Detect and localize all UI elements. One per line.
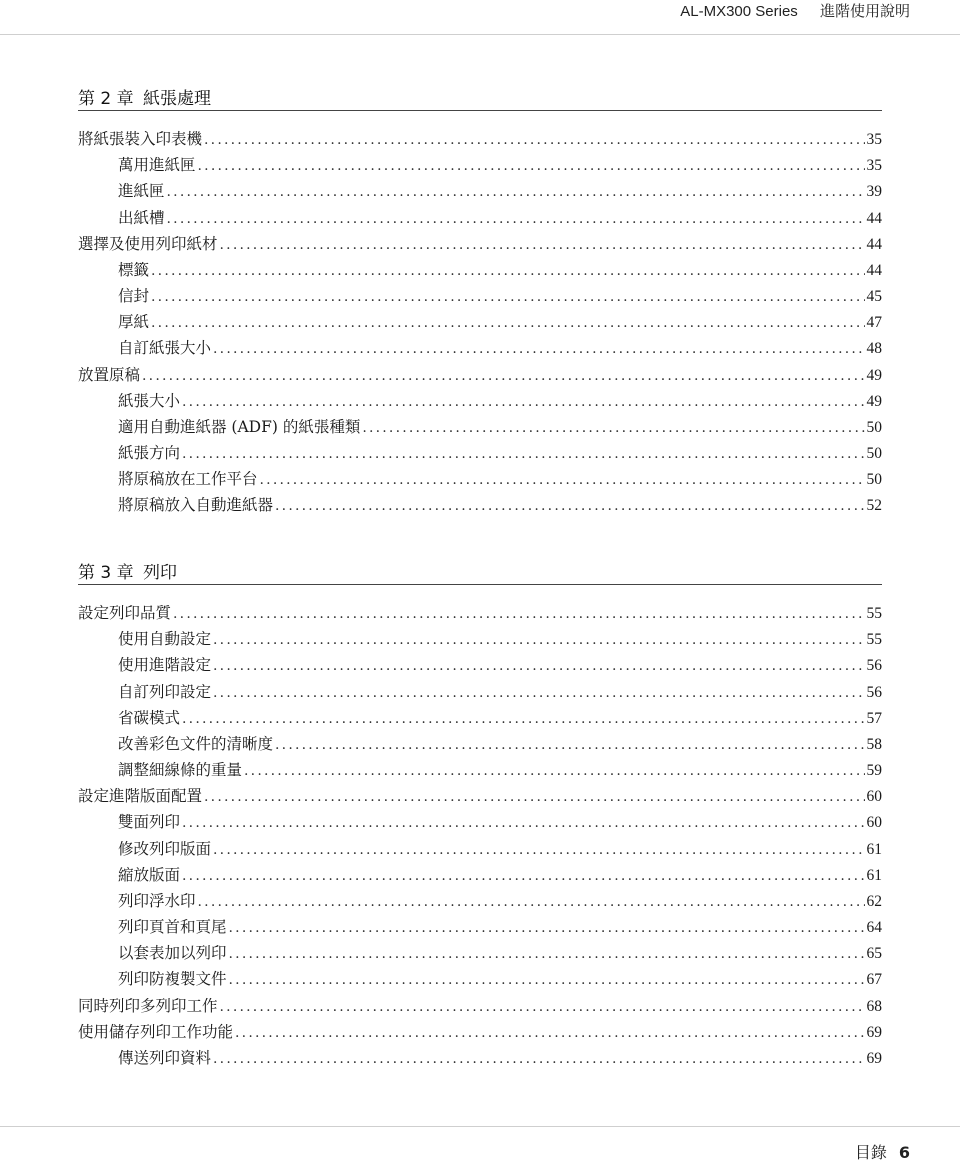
toc-entry[interactable] <box>78 388 882 414</box>
chapter-3-toc <box>78 600 882 1071</box>
toc-entry-page: 44 <box>866 261 882 279</box>
toc-entry-page: 35 <box>866 157 882 175</box>
toc-entry-label: 將原稿放入自動進紙器 <box>118 496 274 515</box>
toc-entry-page: 64 <box>866 919 882 937</box>
toc-entry-page: 61 <box>866 866 882 884</box>
dot-leader <box>198 153 865 179</box>
toc-entry-label: 進紙匣 <box>118 182 165 201</box>
toc-entry[interactable] <box>78 152 882 178</box>
footer-divider <box>0 1126 960 1127</box>
toc-entry[interactable] <box>78 940 882 966</box>
toc-entry-page: 55 <box>866 631 882 649</box>
dot-leader <box>182 810 864 836</box>
product-name: AL-MX300 Series <box>680 3 798 20</box>
chapter-2-toc <box>78 126 882 519</box>
dot-leader <box>213 336 864 362</box>
toc-entry-label: 設定進階版面配置 <box>78 787 203 806</box>
toc-entry[interactable] <box>78 600 882 626</box>
dot-leader <box>229 967 865 993</box>
chapter-title: 紙張處理 <box>143 89 212 109</box>
toc-entry[interactable] <box>78 178 882 204</box>
toc-entry-label: 適用自動進紙器 (ADF) 的紙張種類 <box>118 417 361 436</box>
toc-entry[interactable] <box>78 966 882 992</box>
toc-entry-label: 自訂紙張大小 <box>118 339 212 358</box>
dot-leader <box>229 941 865 967</box>
toc-entry-label: 縮放版面 <box>118 865 181 884</box>
toc-entry[interactable] <box>78 862 882 888</box>
guide-title: 進階使用說明 <box>819 3 910 20</box>
toc-entry-page: 50 <box>866 418 882 436</box>
dot-leader <box>260 467 865 493</box>
toc-entry[interactable] <box>78 705 882 731</box>
toc-entry-page: 60 <box>866 814 882 832</box>
toc-entry-label: 列印浮水印 <box>118 891 196 910</box>
dot-leader <box>182 706 864 732</box>
toc-entry-label: 使用進階設定 <box>118 656 212 675</box>
toc-entry-label: 雙面列印 <box>118 813 181 832</box>
dot-leader <box>182 441 864 467</box>
toc-entry[interactable] <box>78 626 882 652</box>
toc-entry-label: 紙張方向 <box>118 444 181 463</box>
footer-section: 目錄 <box>854 1143 887 1162</box>
dot-leader <box>167 179 865 205</box>
toc-entry-label: 修改列印版面 <box>118 839 212 858</box>
toc-entry-page: 59 <box>866 762 882 780</box>
toc-entry-label: 列印防複製文件 <box>118 970 227 989</box>
toc-entry-label: 信封 <box>118 287 150 306</box>
dot-leader <box>213 653 864 679</box>
toc-entry[interactable] <box>78 679 882 705</box>
chapter-number: 第 3 章 <box>78 563 134 583</box>
dot-leader <box>220 994 865 1020</box>
toc-entry[interactable] <box>78 836 882 862</box>
toc-entry-page: 62 <box>866 892 882 910</box>
toc-entry-label: 出紙槽 <box>118 208 165 227</box>
toc-entry-page: 55 <box>866 605 882 622</box>
toc-entry[interactable] <box>78 466 882 492</box>
chapter-number: 第 2 章 <box>78 89 134 109</box>
toc-entry-page: 44 <box>866 235 882 253</box>
toc-entry[interactable] <box>78 1019 882 1045</box>
toc-entry-page: 47 <box>866 314 882 332</box>
toc-entry[interactable] <box>78 757 882 783</box>
dot-leader <box>213 680 864 706</box>
toc-entry-label: 使用儲存列印工作功能 <box>78 1022 234 1041</box>
dot-leader <box>229 915 865 941</box>
toc-entry-page: 65 <box>866 945 882 963</box>
toc-entry-label: 厚紙 <box>118 313 150 332</box>
toc-entry-label: 放置原稿 <box>78 365 141 384</box>
toc-entry-page: 50 <box>866 445 882 463</box>
toc-entry[interactable] <box>78 440 882 466</box>
dot-leader <box>235 1020 864 1046</box>
toc-entry-page: 67 <box>866 971 882 989</box>
toc-entry-label: 自訂列印設定 <box>118 682 212 701</box>
toc-entry-page: 69 <box>866 1023 882 1041</box>
dot-leader <box>198 889 865 915</box>
toc-entry-page: 39 <box>866 183 882 201</box>
dot-leader <box>213 1046 864 1072</box>
toc-entry-label: 選擇及使用列印紙材 <box>78 234 218 253</box>
page-number: 6 <box>898 1143 910 1162</box>
toc-entry-page: 68 <box>866 997 882 1015</box>
dot-leader <box>167 206 865 232</box>
toc-entry[interactable] <box>78 993 882 1019</box>
toc-entry[interactable] <box>78 914 882 940</box>
toc-entry[interactable] <box>78 257 882 283</box>
toc-entry[interactable] <box>78 309 882 335</box>
toc-entry-page: 48 <box>866 340 882 358</box>
chapter-2-heading <box>78 84 882 111</box>
toc-entry-label: 同時列印多列印工作 <box>78 996 218 1015</box>
toc-entry[interactable] <box>78 809 882 835</box>
toc-entry-label: 將原稿放在工作平台 <box>118 470 258 489</box>
dot-leader <box>182 863 864 889</box>
toc-entry-page: 35 <box>866 131 882 148</box>
dot-leader <box>213 627 864 653</box>
toc-entry[interactable] <box>78 126 882 152</box>
toc-entry-label: 調整細線條的重量 <box>118 761 243 780</box>
toc-entry-page: 44 <box>866 209 882 227</box>
toc-entry-page: 49 <box>866 392 882 410</box>
toc-entry-label: 列印頁首和頁尾 <box>118 918 227 937</box>
page-footer <box>855 1140 910 1163</box>
toc-entry-label: 改善彩色文件的清晰度 <box>118 734 274 753</box>
toc-entry-label: 設定列印品質 <box>78 604 172 622</box>
toc-entry-label: 省碳模式 <box>118 708 181 727</box>
header-divider <box>0 34 960 35</box>
toc-entry[interactable] <box>78 231 882 257</box>
toc-entry-label: 萬用進紙匣 <box>118 156 196 175</box>
toc-entry-page: 57 <box>866 709 882 727</box>
toc-entry-page: 60 <box>866 788 882 806</box>
toc-entry-page: 50 <box>866 471 882 489</box>
toc-entry-label: 將紙張裝入印表機 <box>78 130 203 148</box>
toc-entry-page: 56 <box>866 683 882 701</box>
dot-leader <box>204 784 864 810</box>
dot-leader <box>362 415 864 441</box>
toc-entry[interactable] <box>78 652 882 678</box>
toc-entry-label: 標籤 <box>118 260 150 279</box>
dot-leader <box>275 732 864 758</box>
dot-leader <box>151 258 864 284</box>
chapter-3-heading <box>78 558 882 585</box>
dot-leader <box>182 389 864 415</box>
toc-entry[interactable] <box>78 283 882 309</box>
dot-leader <box>244 758 864 784</box>
dot-leader <box>142 363 864 389</box>
chapter-title: 列印 <box>143 563 178 583</box>
dot-leader <box>151 284 864 310</box>
toc-entry[interactable] <box>78 414 882 440</box>
toc-entry[interactable] <box>78 888 882 914</box>
toc-entry[interactable] <box>78 335 882 361</box>
dot-leader <box>213 837 864 863</box>
page-header <box>662 0 910 21</box>
toc-entry-label: 傳送列印資料 <box>118 1048 212 1067</box>
toc-entry[interactable] <box>78 492 882 518</box>
dot-leader <box>173 601 864 627</box>
toc-entry[interactable] <box>78 731 882 757</box>
toc-entry[interactable] <box>78 205 882 231</box>
toc-entry-page: 49 <box>866 366 882 384</box>
toc-entry[interactable] <box>78 1045 882 1071</box>
toc-entry-page: 45 <box>866 288 882 306</box>
dot-leader <box>220 232 865 258</box>
toc-entry-label: 紙張大小 <box>118 391 181 410</box>
toc-entry-page: 61 <box>866 840 882 858</box>
dot-leader <box>204 127 864 153</box>
dot-leader <box>151 310 864 336</box>
toc-entry-page: 56 <box>866 657 882 675</box>
toc-entry-page: 52 <box>866 497 882 515</box>
toc-entry-page: 58 <box>866 735 882 753</box>
toc-entry[interactable] <box>78 783 882 809</box>
toc-entry[interactable] <box>78 362 882 388</box>
toc-entry-label: 使用自動設定 <box>118 630 212 649</box>
toc-entry-label: 以套表加以列印 <box>118 944 227 963</box>
dot-leader <box>275 493 864 519</box>
toc-entry-page: 69 <box>866 1049 882 1067</box>
